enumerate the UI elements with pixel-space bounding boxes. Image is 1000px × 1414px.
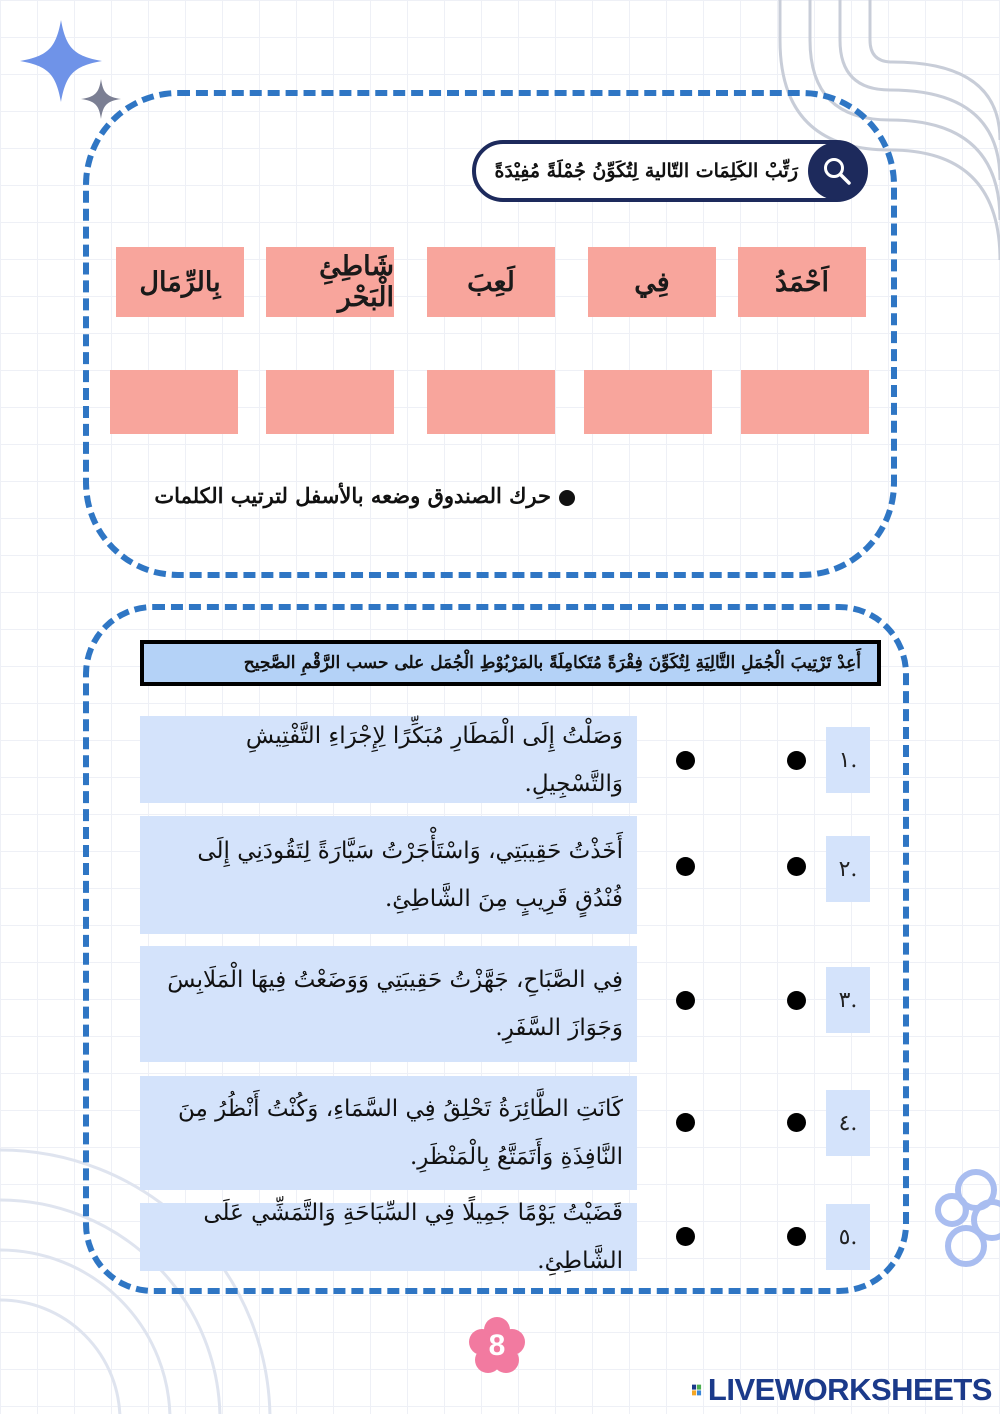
match-dot-right[interactable] — [787, 857, 806, 876]
sentence-text: فِي الصَّبَاحِ، جَهَّزْتُ حَقِيبَتِي وَوَضَعْتُ فِيهَا الْمَلَابِسَ وَجَوَازَ السَّفَرِ. — [167, 967, 623, 1041]
sentence-text: أَخَذْتُ حَقِيبَتِي، وَاسْتَأْجَرْتُ سَيَّارَةً لِتَقُودَنِي إِلَى فُنْدُقٍ قَرِيبٍ مِنَ الشَّاطِئِ. — [197, 838, 623, 912]
flower-decoration — [926, 1160, 1000, 1280]
draggable-word-box[interactable]: فِي — [588, 247, 716, 317]
page-number: 8 — [488, 1329, 506, 1362]
match-dot-left[interactable] — [676, 1227, 695, 1246]
match-dot-right[interactable] — [787, 751, 806, 770]
drop-target-box[interactable] — [741, 370, 869, 434]
draggable-word-box[interactable]: بِالرِّمَال — [116, 247, 244, 317]
sentence-text: وَصَلْتُ إِلَى الْمَطَارِ مُبَكِّرًا لِإِجْرَاءِ التَّفْتِيشِ وَالتَّسْجِيلِ. — [245, 722, 623, 797]
number-label: .٥ — [826, 1204, 870, 1270]
instruction-text: حرك الصندوق وضعه بالأسفل لترتيب الكلمات — [154, 483, 551, 508]
drop-target-box[interactable] — [584, 370, 712, 434]
liveworksheets-logo-icon — [692, 1377, 702, 1403]
number-label: .٢ — [826, 836, 870, 902]
sparkle-star-large-icon — [18, 18, 104, 104]
draggable-word-box[interactable]: لَعِبَ — [427, 247, 555, 317]
instruction-line — [110, 476, 575, 516]
task-title: رَتِّبْ الكَلِمَات التّالية لِتُكَوِّنُ جُمْلَةً مُفِيْدَةً — [494, 160, 798, 182]
page-number-badge — [467, 1316, 527, 1376]
brand-text: LIVEWORKSHEETS — [707, 1372, 992, 1407]
match-dot-right[interactable] — [787, 1113, 806, 1132]
drop-target-box[interactable] — [110, 370, 238, 434]
match-dot-left[interactable] — [676, 751, 695, 770]
sentence-text: قَضَيْتُ يَوْمًا جَمِيلًا فِي السِّبَاحَةِ وَالتَّمَشِّي عَلَى الشَّاطِئِ. — [203, 1200, 623, 1274]
match-dot-left[interactable] — [676, 991, 695, 1010]
drop-target-box[interactable] — [427, 370, 555, 434]
number-label: .٤ — [826, 1090, 870, 1156]
match-dot-left[interactable] — [676, 1113, 695, 1132]
sentence-card — [140, 716, 637, 803]
matching-task-title: أَعِدْ تَرْتِيبَ الْجُمَلِ التَّالِيَةِ لِتُكَوِّنَ فِقْرَةً مُتَكامِلَةً بالمَرْبُوْطِ الْجُمَل على حسب الرَّقْمِ الصَّحِيح — [140, 640, 881, 686]
drop-target-box[interactable] — [266, 370, 394, 434]
liveworksheets-logo — [692, 1372, 992, 1408]
sentence-card — [140, 1200, 637, 1274]
search-icon-circle — [808, 142, 866, 200]
number-label: .١ — [826, 727, 870, 793]
sentence-text: كَانَتِ الطَّائِرَةُ تَحْلِقُ فِي السَّمَاءِ، وَكُنْتُ أَنْظُرُ مِنَ النَّافِذَةِ وَأَتَمَتَّعُ بِالْمَنْظَرِ. — [178, 1096, 623, 1170]
sentence-card — [140, 946, 637, 1062]
draggable-word-box[interactable]: شَاطِئِ الْبَحْر — [266, 247, 394, 317]
draggable-word-box[interactable]: اَحْمَدُ — [738, 247, 866, 317]
match-dot-left[interactable] — [676, 857, 695, 876]
match-dot-right[interactable] — [787, 1227, 806, 1246]
bullet-icon — [559, 490, 575, 506]
sentence-card — [140, 1076, 637, 1190]
task-title-pill — [472, 140, 868, 202]
search-icon — [822, 156, 852, 186]
sentence-card — [140, 816, 637, 934]
match-dot-right[interactable] — [787, 991, 806, 1010]
number-label: .٣ — [826, 967, 870, 1033]
